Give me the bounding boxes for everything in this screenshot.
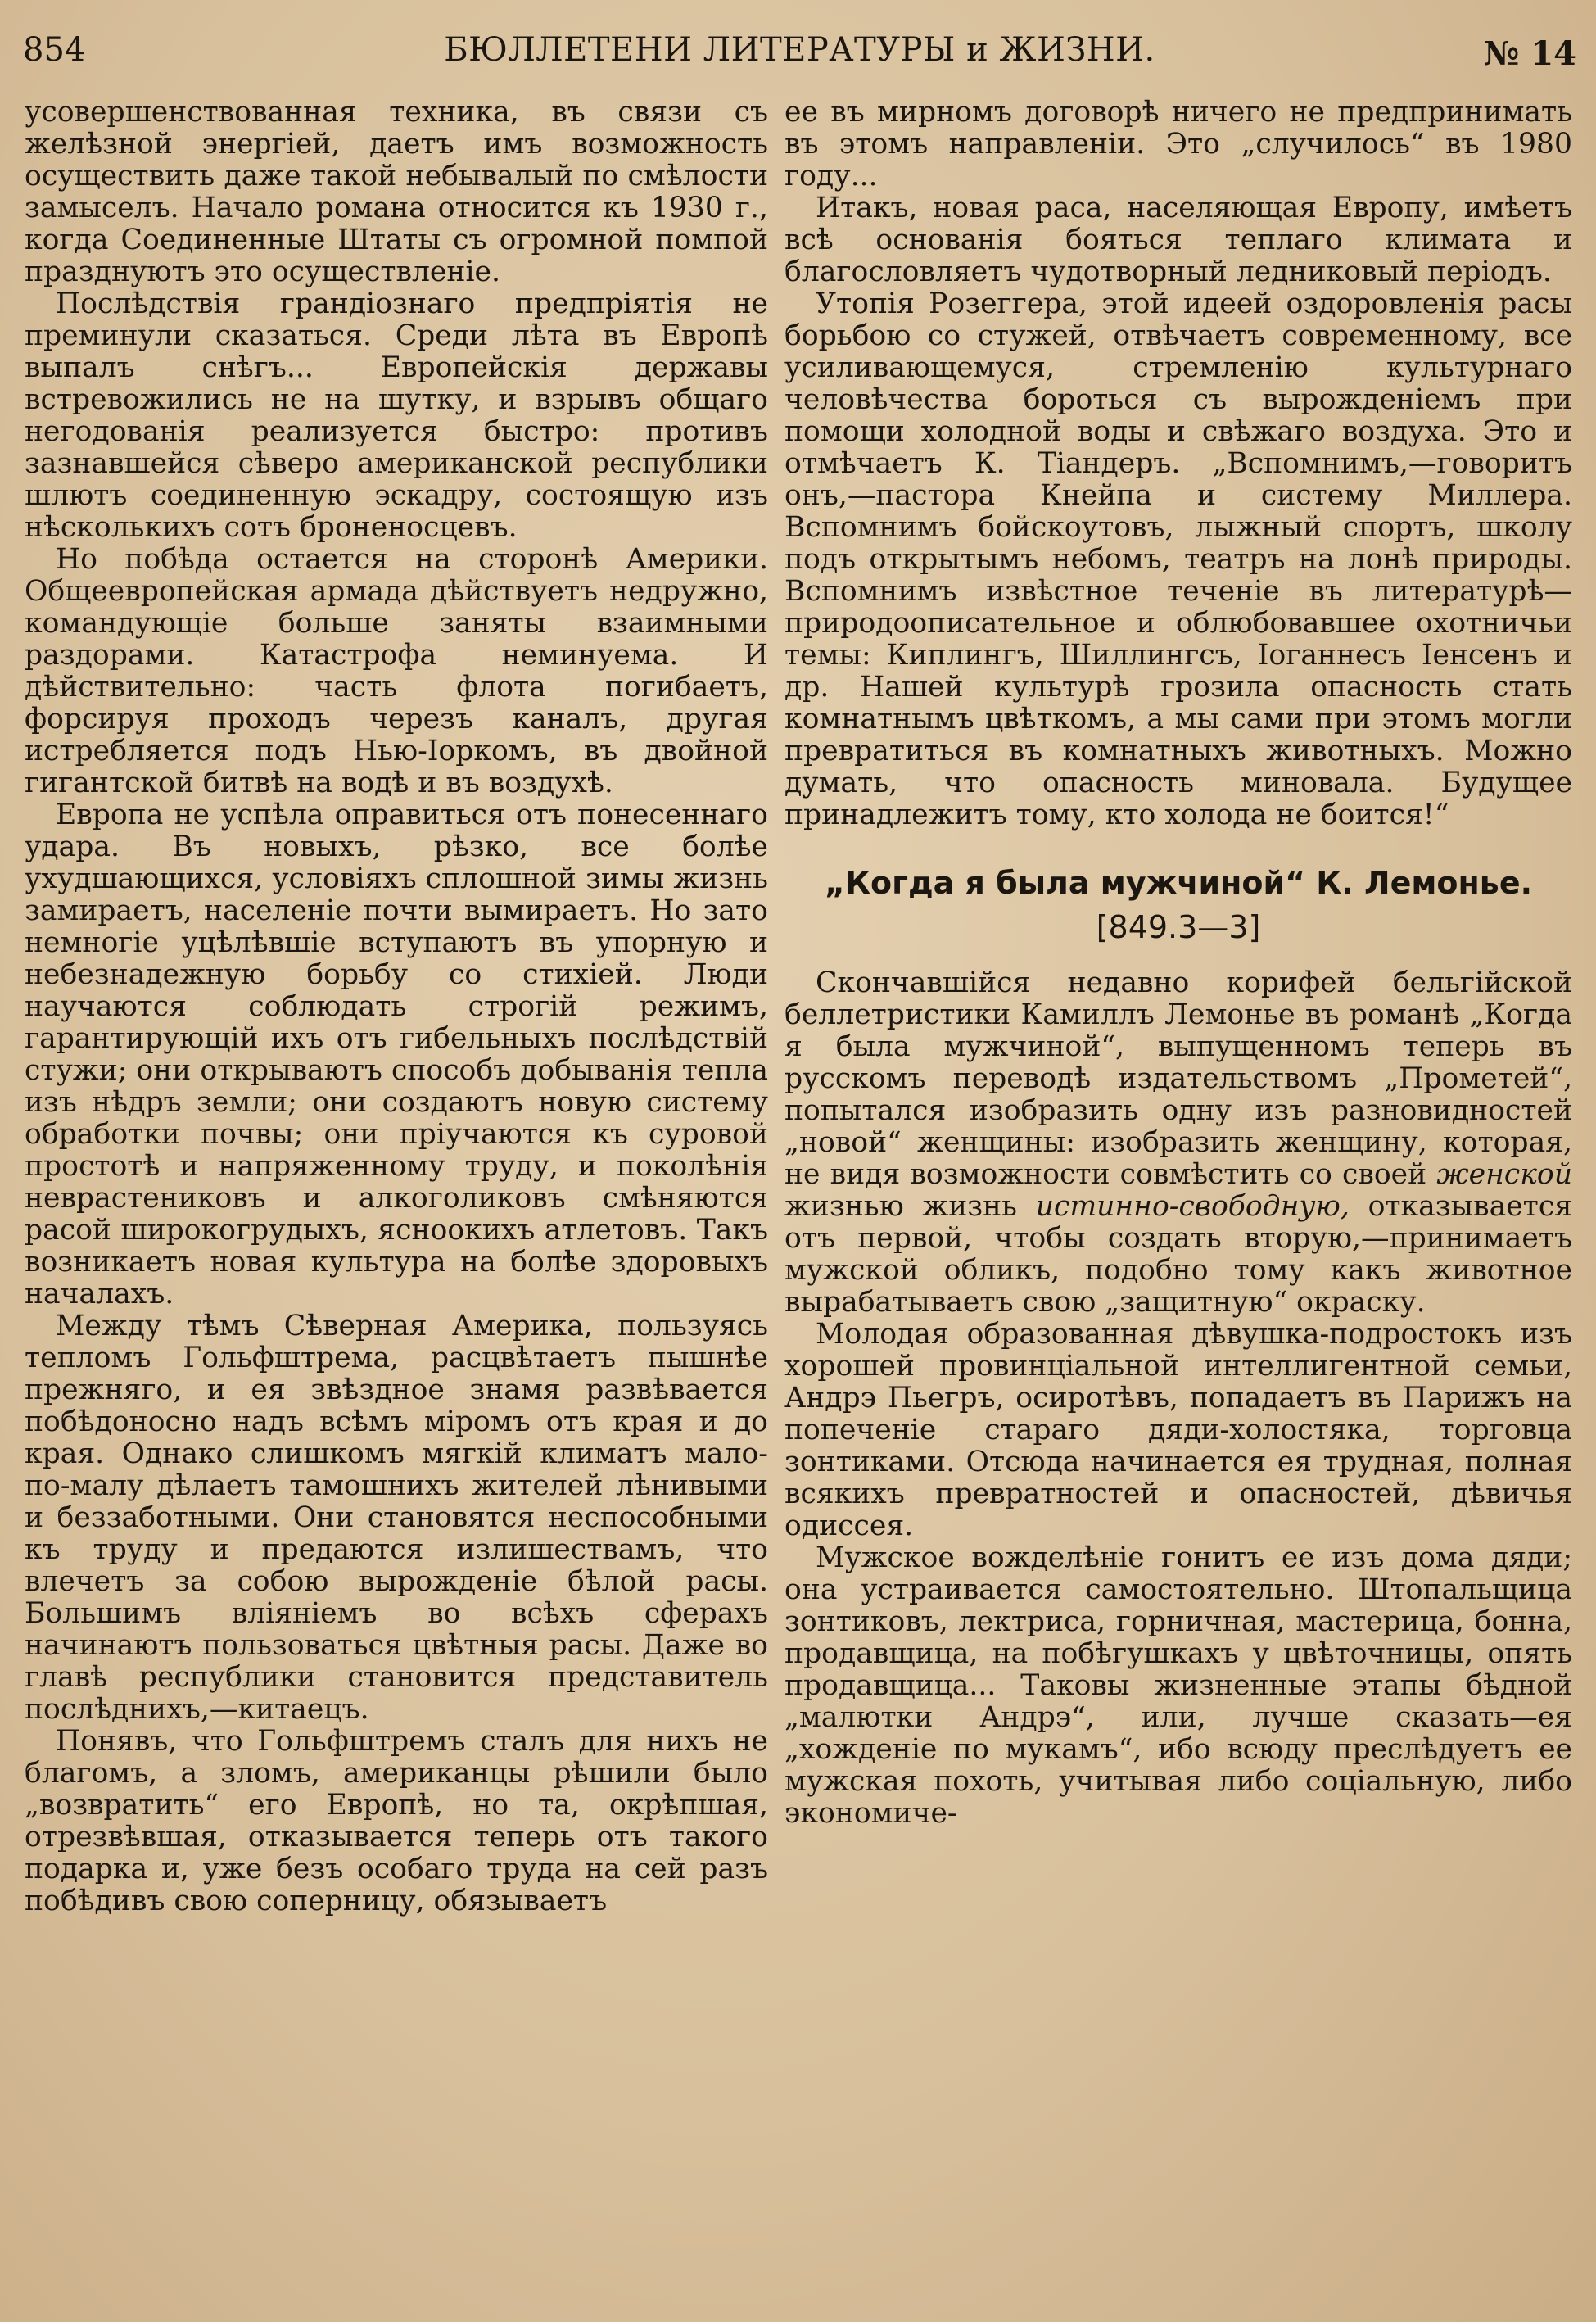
paragraph	[784, 967, 1572, 1319]
paragraph: Европа не успѣла оправиться отъ понесеннаго удара. Въ новыхъ, рѣзко, все болѣе ухудшающихся, условiяхъ сплошной зимы жизнь замираетъ, населенiе почти вымираетъ. Но зато немногiе уцѣлѣвшiе вступаютъ въ упорную и небезнадежную борьбу со стихiей. Люди научаются соблюдать строгiй режимъ, гарантирующiй ихъ отъ гибельныхъ послѣдствiй стужи; они открываютъ способъ добыванiя тепла изъ нѣдръ земли; они создаютъ новую систему обработки почвы; они прiучаются къ суровой простотѣ и напряженному труду, и поколѣнiя неврастениковъ и алкоголиковъ смѣняются расой широкогрудыхъ, ясноокихъ атлетовъ. Такъ возникаетъ новая культура на болѣе здоровыхъ началахъ.	[25, 799, 768, 1310]
italic-text: истинно-свободную,	[1035, 1190, 1350, 1223]
paragraph: Утопiя Розеггера, этой идеей оздоровленiя расы борьбою со стужей, отвѣчаетъ современному, все усиливающемуся, стремленiю культурнаго человѣчества бороться съ вырожденiемъ при помощи холодной воды и свѣжаго воздуха. Это и отмѣчаетъ К. Тiандеръ. „Вспомнимъ,—говоритъ онъ,—пастора Кнейпа и систему Миллера. Вспомнимъ бойскоутовъ, лыжный спортъ, школу подъ открытымъ небомъ, театръ на лонѣ природы. Вспомнимъ извѣстное теченiе въ литературѣ—природоописательное и облюбовавшее охотничьи темы: Киплингъ, Шиллингсъ, Iоганнесъ Iенсенъ и др. Нашей культурѣ грозила опасность стать комнатнымъ цвѣткомъ, а мы сами при этомъ могли превратиться въ комнатныхъ животныхъ. Можно думать, что опасность миновала. Будущее принадлежитъ тому, кто холода не боится!“	[784, 287, 1572, 831]
running-title: БЮЛЛЕТЕНИ ЛИТЕРАТУРЫ и ЖИЗНИ.	[444, 31, 1155, 69]
paragraph: Между тѣмъ Сѣверная Америка, пользуясь тепломъ Гольфштрема, расцвѣтаетъ пышнѣе прежняго, и ея звѣздное знамя развѣвается побѣдоносно надъ всѣмъ мiромъ отъ края и до края. Однако слишкомъ мягкiй климатъ мало-по-малу дѣлаетъ тамошнихъ жителей лѣнивыми и беззаботными. Они становятся неспособными къ труду и предаются излишествамъ, что влечетъ за собою вырожденiе бѣлой расы. Большимъ влiянiемъ во всѣхъ сферахъ начинаютъ пользоваться цвѣтныя расы. Даже во главѣ республики становится представитель послѣднихъ,—китаецъ.	[25, 1310, 768, 1726]
section-code: [849.3—3]	[1096, 909, 1261, 945]
issue-number: № 14	[1483, 34, 1576, 73]
italic-text: женской	[1436, 1158, 1572, 1191]
paragraph: Но побѣда остается на сторонѣ Америки. Общеевропейская армада дѣйствуетъ недружно, командующiе больше заняты взаимными раздорами. Катастрофа неминуема. И дѣйствительно: часть флота погибаетъ, форсируя проходъ черезъ каналъ, другая истребляется подъ Нью-Iоркомъ, въ двойной гигантской битвѣ на водѣ и въ воздухѣ.	[25, 543, 768, 799]
paragraph: Мужское вожделѣнiе гонитъ ее изъ дома дяди; она устраивается самостоятельно. Штопальщица зонтиковъ, лектриса, горничная, мастерица, бонна, продавщица, на побѣгушкахъ у цвѣточницы, опять продавщица... Таковы жизненные этапы бѣдной „малютки Андрэ“, или, лучше сказать—ея „хожденiе по мукамъ“, ибо всюду преслѣдуетъ ее мужская похоть, учитывая либо соцiальную, либо экономиче-	[784, 1541, 1572, 1830]
paragraph: Молодая образованная дѣвушка-подростокъ изъ хорошей провинцiальной интеллигентной семьи, Андрэ Пьегръ, осиротѣвъ, попадаетъ въ Парижъ на попеченiе стараго дяди-холостяка, торговца зонтиками. Отсюда начинается ея трудная, полная всякихъ превратностей и опасностей, дѣвичья одиссея.	[784, 1318, 1572, 1542]
text-run: отказывается отъ первой, чтобы создать вторую,—принимаетъ мужской обликъ, подобно тому какъ животное вырабатываетъ свою „защитную“ окраску.	[784, 1190, 1572, 1319]
paragraph: Послѣдствiя грандiознаго предпрiятiя не преминули сказаться. Среди лѣта въ Европѣ выпалъ снѣгъ... Европейскiя державы встревожились не на шутку, и взрывъ общаго негодованiя реализуется быстро: противъ зазнавшейся сѣверо американской республики шлютъ соединенную эскадру, состоящую изъ нѣсколькихъ сотъ броненосцевъ.	[25, 287, 768, 544]
section-title: „Когда я была мужчиной“ К. Лемонье.	[824, 865, 1533, 901]
text-run: Скончавшiйся недавно корифей бельгiйской беллетристики Камиллъ Лемонье въ романѣ „Когда я была мужчиной“, выпущенномъ теперь въ русскомъ переводѣ издательствомъ „Прометей“, попытался изобразить одну изъ разновидностей „новой“ женщины: изобразить женщину, которая, не видя возможности совмѣстить со своей	[784, 966, 1572, 1191]
paragraph: ее въ мирномъ договорѣ ничего не предпринимать въ этомъ направленiи. Это „случилось“ въ 1980 году...	[784, 96, 1572, 192]
paragraph: Понявъ, что Гольфштремъ сталъ для нихъ не благомъ, а зломъ, американцы рѣшили было „возвратить“ его Европѣ, но та, окрѣпшая, отрезвѣвшая, отказывается теперь отъ такого подарка и, уже безъ особаго труда на сей разъ побѣдивъ свою соперницу, обязываетъ	[25, 1725, 768, 1917]
paragraph: Итакъ, новая раса, населяющая Европу, имѣетъ всѣ основанiя бояться теплаго климата и благословляетъ чудотворный ледниковый перiодъ.	[784, 192, 1572, 288]
left-column	[25, 97, 768, 1917]
page-header	[23, 31, 1576, 88]
page-number: 854	[23, 31, 86, 69]
paragraph: усовершенствованная техника, въ связи съ желѣзной энергiей, даетъ имъ возможность осуществить даже такой небывалый по смѣлости замыселъ. Начало романа относится къ 1930 г., когда Соединенные Штаты съ огромной помпой празднуютъ это осуществленiе.	[25, 96, 768, 288]
text-run: жизнью жизнь	[784, 1190, 1036, 1223]
right-column	[784, 97, 1572, 1830]
